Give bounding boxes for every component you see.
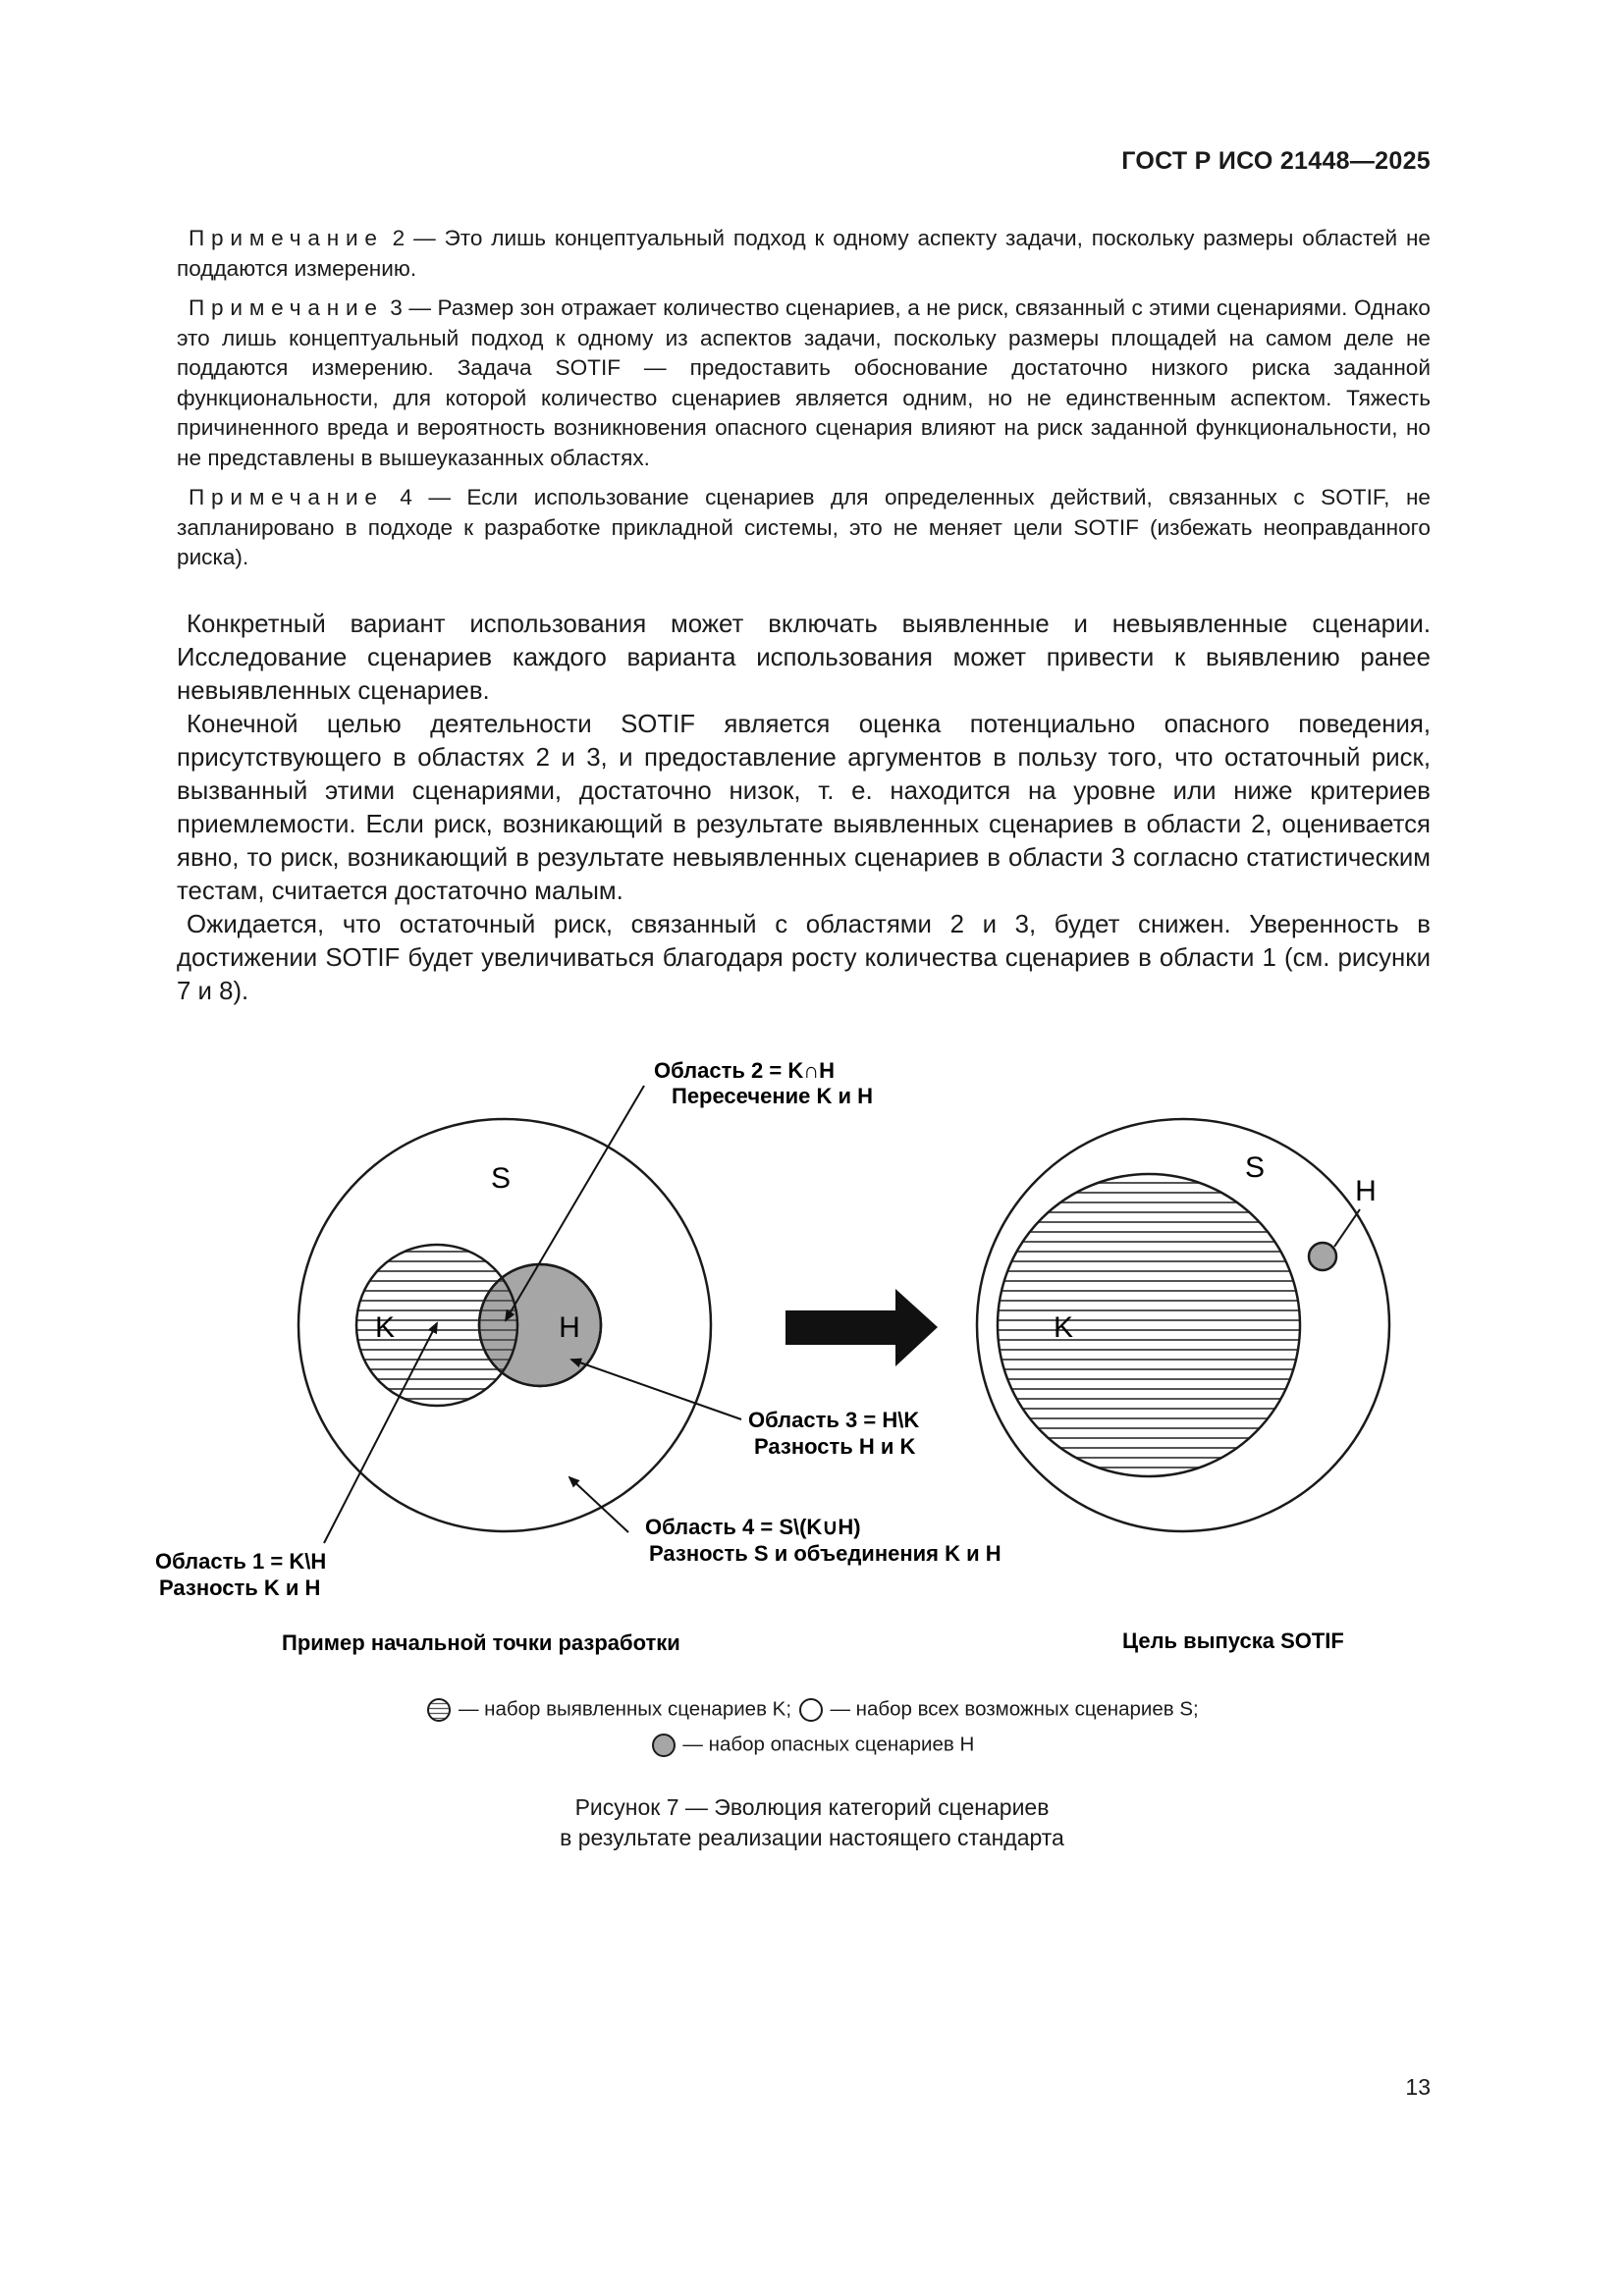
label-k: K (374, 1311, 396, 1344)
area4-desc: Разность S и объединения K и H (649, 1541, 1001, 1566)
gray-circle-icon (650, 1732, 677, 1759)
note-2 (177, 224, 1431, 284)
note-label: Примечание (189, 295, 384, 320)
legend-all: — набор всех возможных сценариев S; (830, 1697, 1199, 1721)
paragraph: Конкретный вариант использования может включать выявленные и невыявленные сценарии. Исследование сценариев каждого варианта использования может привести к выявлению ранее невыявленных сценариев. (177, 611, 1431, 705)
note-label: Примечание (189, 485, 384, 509)
body-text (177, 608, 1431, 1008)
left-diagram (155, 1058, 1001, 1655)
transition-arrow-icon (785, 1289, 938, 1366)
note-number: 4 (400, 485, 412, 509)
label-s-right: S (1244, 1151, 1266, 1184)
set-k-circle-right (998, 1174, 1300, 1476)
area3-pointer (571, 1360, 741, 1419)
page-number: 13 (1405, 2074, 1431, 2100)
set-h-circle-right (1309, 1243, 1336, 1270)
legend-line-2 (0, 1732, 1624, 1759)
area2-desc: Пересечение K и H (672, 1084, 874, 1108)
area4-pointer (569, 1477, 628, 1532)
note-text: — Если использование сценариев для определенных действий, связанных с SOTIF, не запланировано в подходе к разработке прикладной системы, это не меняет цели SOTIF (избежать неоправданного риска). (177, 485, 1431, 569)
area4-label: Область 4 = S\(K∪H) (645, 1515, 861, 1539)
notes-block (177, 224, 1431, 583)
note-text: — Размер зон отражает количество сценариев, а не риск, связанный с этими сценариями. Однако это лишь концептуальный подход к одному из аспектов задачи, поскольку размеры площадей на самом деле не поддаются измерению. Задача SOTIF — предоставить обоснование достаточно низкого риска заданной функциональности, для которой количество сценариев является одним, но не единственным аспектом. Тяжесть причиненного вреда и вероятность возникновения опасного сценария влияют на риск заданной функциональности, но не представлены в вышеуказанных областях. (177, 295, 1431, 470)
empty-circle-icon (797, 1696, 825, 1724)
area3-label: Область 3 = H\K (748, 1408, 920, 1432)
area1-desc: Разность K и H (159, 1575, 321, 1600)
area1-label: Область 1 = K\H (155, 1549, 327, 1574)
label-h-right: H (1355, 1175, 1377, 1207)
note-text: — Это лишь концептуальный подход к одному аспекту задачи, поскольку размеры областей не поддаются измерению. (177, 226, 1431, 281)
caption-line: в результате реализации настоящего стандарта (560, 1825, 1064, 1850)
note-label: Примечание (189, 226, 384, 250)
document-code: ГОСТ Р ИСО 21448—2025 (1121, 147, 1431, 175)
note-4 (177, 483, 1431, 573)
label-k-right: K (1053, 1311, 1074, 1344)
area3-desc: Разность H и K (754, 1434, 916, 1459)
h-pointer-right (1334, 1209, 1360, 1247)
paragraph: Ожидается, что остаточный риск, связанный с областями 2 и 3, будет снижен. Уверенность в достижении SOTIF будет увеличиваться благодаря росту количества сценариев в области 1 (см. рисунки 7 и 8). (177, 911, 1431, 1005)
figure-7 (0, 1041, 1624, 1669)
label-h: H (559, 1311, 580, 1344)
figure-caption (0, 1792, 1624, 1853)
hatched-circle-icon (425, 1696, 453, 1724)
legend-known: — набор выявленных сценариев K; (458, 1697, 792, 1721)
note-3 (177, 294, 1431, 473)
right-subtitle: Цель выпуска SOTIF (1122, 1629, 1344, 1653)
area2-label: Область 2 = K∩H (654, 1058, 835, 1083)
legend-hazardous: — набор опасных сценариев H (682, 1733, 975, 1756)
venn-figure (0, 1041, 1624, 1669)
note-number: 2 (392, 226, 406, 250)
left-subtitle: Пример начальной точки разработки (282, 1630, 680, 1655)
legend-line-1 (0, 1696, 1624, 1724)
note-number: 3 (390, 295, 403, 320)
caption-line: Рисунок 7 — Эволюция категорий сценариев (574, 1794, 1050, 1820)
label-s: S (490, 1162, 512, 1195)
paragraph: Конечной целью деятельности SOTIF является оценка потенциально опасного поведения, присутствующего в областях 2 и 3, и предоставление аргументов в пользу того, что остаточный риск, вызванный этими сценариями, достаточно низок, т. е. находится на уровне или ниже критериев приемлемости. Если риск, возникающий в результате выявленных сценариев в области 2, оценивается явно, то риск, возникающий в результате невыявленных сценариев в области 3 согласно статистическим тестам, считается достаточно малым. (177, 711, 1431, 905)
right-diagram (977, 1119, 1389, 1653)
